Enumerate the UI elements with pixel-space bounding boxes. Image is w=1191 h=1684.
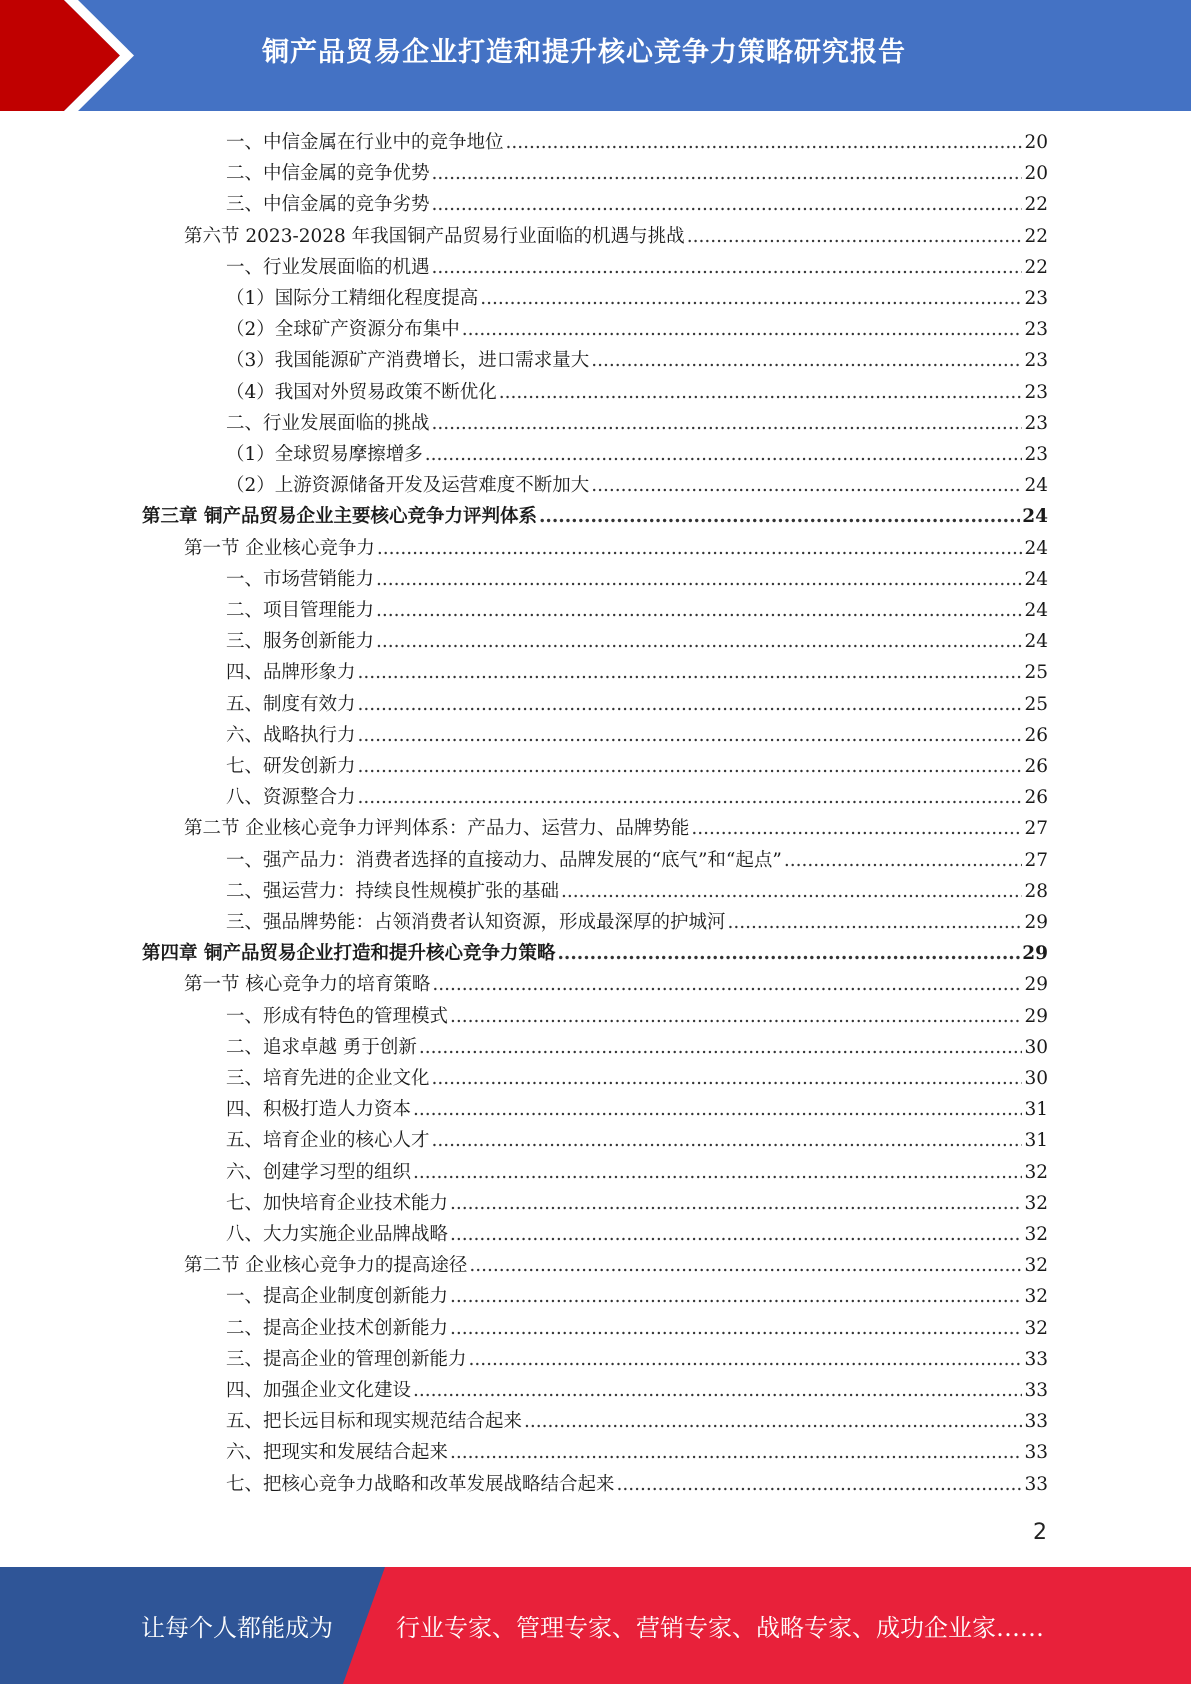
toc-entry-title: 二、提高企业技术创新能力: [226, 1317, 449, 1339]
toc-entry-page: 29: [1024, 1005, 1048, 1027]
toc-entry-title: 第二节 企业核心竞争力的提高途径: [184, 1255, 468, 1277]
toc-leader-dots: [462, 314, 1023, 345]
toc-entry-page: 22: [1024, 194, 1048, 216]
toc-entry-title: 一、形成有特色的管理模式: [226, 1005, 449, 1027]
toc-entry-page: 23: [1024, 412, 1048, 434]
toc-entry[interactable]: [226, 1157, 1048, 1188]
toc-entry-page: 20: [1024, 132, 1048, 153]
toc-entry-page: 24: [1022, 506, 1048, 528]
toc-entry-title: 三、培育先进的企业文化: [226, 1068, 430, 1089]
toc-entry[interactable]: [226, 626, 1048, 657]
toc-entry[interactable]: [226, 314, 1048, 345]
toc-entry[interactable]: [226, 782, 1048, 813]
toc-entry-page: 33: [1024, 1380, 1048, 1401]
toc-entry-title: （1）国际分工精细化程度提高: [226, 288, 479, 309]
toc-entry-title: （2）全球矿产资源分布集中: [226, 319, 460, 341]
toc-entry[interactable]: [226, 252, 1048, 283]
toc-leader-dots: [450, 1437, 1022, 1468]
toc-entry-page: 26: [1024, 787, 1048, 809]
toc-entry-page: 31: [1024, 1099, 1048, 1121]
toc-entry-page: 24: [1024, 600, 1048, 621]
toc-entry-title: 五、培育企业的核心人才: [226, 1130, 430, 1152]
toc-leader-dots: [617, 1469, 1023, 1500]
toc-entry-title: 一、中信金属在行业中的竞争地位: [226, 132, 504, 153]
toc-entry-page: 32: [1024, 1224, 1048, 1245]
toc-entry-page: 23: [1024, 350, 1048, 372]
toc-entry-title: 六、战略执行力: [226, 724, 356, 746]
toc-entry[interactable]: [226, 845, 1048, 876]
toc-leader-dots: [376, 595, 1022, 626]
toc-entry-page: 33: [1024, 1411, 1048, 1433]
toc-entry-page: 29: [1024, 912, 1048, 933]
toc-leader-dots: [432, 1063, 1023, 1094]
toc-leader-dots: [557, 938, 1020, 969]
toc-entry[interactable]: [226, 377, 1048, 408]
toc-entry-page: 23: [1024, 381, 1048, 403]
toc-entry[interactable]: [226, 1344, 1048, 1375]
toc-leader-dots: [450, 1188, 1022, 1219]
toc-entry[interactable]: [226, 1406, 1048, 1437]
toc-leader-dots: [432, 158, 1023, 189]
toc-leader-dots: [413, 1375, 1022, 1406]
toc-entry-page: 30: [1024, 1036, 1048, 1058]
toc-entry-page: 31: [1024, 1130, 1048, 1152]
toc-entry-title: 一、提高企业制度创新能力: [226, 1286, 449, 1308]
toc-leader-dots: [784, 845, 1023, 876]
toc-entry-title: （2）上游资源储备开发及运营难度不断加大: [226, 475, 590, 497]
toc-entry[interactable]: [226, 158, 1048, 189]
toc-entry-page: 23: [1024, 444, 1048, 465]
toc-entry-title: 第一节 企业核心竞争力: [184, 537, 375, 559]
toc-entry[interactable]: [226, 408, 1048, 439]
toc-entry[interactable]: [226, 907, 1048, 938]
toc-leader-dots: [691, 813, 1022, 844]
toc-entry-page: 32: [1024, 1192, 1048, 1214]
toc-leader-dots: [450, 1001, 1022, 1032]
toc-entry-page: 32: [1024, 1317, 1048, 1339]
toc-entry-title: 二、追求卓越 勇于创新: [226, 1036, 417, 1058]
toc-entry[interactable]: [184, 533, 1048, 564]
toc-leader-dots: [591, 470, 1022, 501]
toc-entry-title: 七、加快培育企业技术能力: [226, 1192, 449, 1214]
toc-entry-page: 24: [1024, 537, 1048, 559]
toc-leader-dots: [358, 751, 1023, 782]
toc-entry[interactable]: [226, 657, 1048, 688]
toc-leader-dots: [469, 1250, 1022, 1281]
toc-entry-title: （3）我国能源矿产消费增长，进口需求量大: [226, 350, 590, 372]
toc-leader-dots: [432, 252, 1023, 283]
toc-entry-title: 一、行业发展面临的机遇: [226, 256, 430, 278]
toc-entry-page: 20: [1024, 163, 1048, 185]
toc-entry-title: 第六节 2023-2028 年我国铜产品贸易行业面临的机遇与挑战: [184, 225, 685, 247]
toc-entry[interactable]: [226, 127, 1048, 158]
toc-entry-title: 七、研发创新力: [226, 756, 356, 777]
toc-entry-title: 第三章 铜产品贸易企业主要核心竞争力评判体系: [142, 506, 537, 528]
toc-entry[interactable]: [184, 969, 1048, 1000]
toc-entry-page: 29: [1024, 974, 1048, 996]
toc-leader-dots: [413, 1094, 1022, 1125]
toc-entry[interactable]: [226, 1125, 1048, 1156]
toc-entry-title: 六、把现实和发展结合起来: [226, 1442, 449, 1464]
toc-entry-page: 22: [1024, 256, 1048, 278]
toc-entry[interactable]: [226, 470, 1048, 501]
toc-entry[interactable]: [226, 1032, 1048, 1063]
toc-entry[interactable]: [184, 221, 1048, 252]
toc-entry[interactable]: [184, 1250, 1048, 1281]
toc-entry-title: 四、积极打造人力资本: [226, 1099, 412, 1121]
toc-entry[interactable]: [226, 345, 1048, 376]
toc-leader-dots: [432, 189, 1023, 220]
toc-entry[interactable]: [226, 876, 1048, 907]
toc-entry[interactable]: [226, 1188, 1048, 1219]
toc-leader-dots: [687, 221, 1023, 252]
toc-entry-title: （4）我国对外贸易政策不断优化: [226, 381, 497, 403]
toc-entry-title: 二、行业发展面临的挑战: [226, 412, 430, 434]
toc-entry[interactable]: [226, 1001, 1048, 1032]
toc-leader-dots: [469, 1344, 1023, 1375]
toc-entry[interactable]: [226, 1281, 1048, 1312]
toc-entry-page: 25: [1024, 662, 1048, 684]
toc-leader-dots: [432, 969, 1022, 1000]
toc-entry-title: （1）全球贸易摩擦增多: [226, 444, 423, 465]
toc-leader-dots: [413, 1157, 1022, 1188]
toc-leader-dots: [450, 1219, 1022, 1250]
toc-entry[interactable]: [226, 1094, 1048, 1125]
toc-entry-page: 25: [1024, 693, 1048, 715]
toc-entry-page: 32: [1024, 1286, 1048, 1308]
toc-leader-dots: [425, 439, 1023, 470]
toc-leader-dots: [432, 1125, 1023, 1156]
toc-leader-dots: [376, 564, 1022, 595]
page-footer: [0, 1567, 1191, 1684]
toc-entry-title: 二、强运营力：持续良性规模扩张的基础: [226, 880, 560, 902]
toc-leader-dots: [591, 345, 1022, 376]
toc-entry-page: 23: [1024, 319, 1048, 341]
toc-entry-page: 26: [1024, 756, 1048, 777]
toc-leader-dots: [358, 657, 1023, 688]
toc-leader-dots: [432, 408, 1023, 439]
toc-entry-page: 24: [1024, 631, 1048, 653]
footer-slogan-right: 行业专家、管理专家、营销专家、战略专家、成功企业家……: [396, 1614, 1044, 1642]
toc-entry[interactable]: [226, 1313, 1048, 1344]
toc-entry-page: 29: [1022, 943, 1048, 965]
toc-entry[interactable]: [226, 1063, 1048, 1094]
toc-entry[interactable]: [226, 439, 1048, 470]
toc-entry-title: 第二节 企业核心竞争力评判体系：产品力、运营力、品牌势能: [184, 818, 690, 840]
toc-entry-title: 七、把核心竞争力战略和改革发展战略结合起来: [226, 1473, 615, 1495]
toc-entry-title: 四、品牌形象力: [226, 662, 356, 684]
toc-leader-dots: [377, 533, 1023, 564]
header-chevron-icon: [0, 0, 160, 111]
toc-entry[interactable]: [226, 1469, 1048, 1500]
toc-entry-title: 三、中信金属的竞争劣势: [226, 194, 430, 216]
toc-leader-dots: [358, 782, 1023, 813]
toc-entry-title: 五、制度有效力: [226, 693, 356, 715]
toc-leader-dots: [499, 377, 1023, 408]
toc-entry[interactable]: [226, 189, 1048, 220]
toc-entry-page: 22: [1024, 225, 1048, 247]
toc-entry-title: 三、提高企业的管理创新能力: [226, 1348, 467, 1370]
toc-leader-dots: [358, 689, 1023, 720]
toc-entry[interactable]: [226, 689, 1048, 720]
toc-entry-page: 24: [1024, 475, 1048, 497]
toc-entry-page: 33: [1024, 1442, 1048, 1464]
toc-entry[interactable]: [226, 283, 1048, 314]
toc-entry-title: 二、中信金属的竞争优势: [226, 163, 430, 185]
toc-entry[interactable]: [142, 501, 1048, 532]
toc-entry[interactable]: [226, 1437, 1048, 1468]
toc-entry[interactable]: [226, 595, 1048, 626]
toc-entry-title: 二、项目管理能力: [226, 600, 375, 621]
toc-leader-dots: [506, 127, 1023, 158]
toc-entry-title: 第四章 铜产品贸易企业打造和提升核心竞争力策略: [142, 943, 556, 965]
toc-entry-title: 六、创建学习型的组织: [226, 1161, 412, 1183]
toc-entry[interactable]: [226, 1375, 1048, 1406]
page-header: [0, 0, 1191, 111]
page-number: 2: [1033, 1520, 1047, 1545]
toc-entry-page: 27: [1024, 849, 1048, 871]
toc-entry-title: 四、加强企业文化建设: [226, 1380, 412, 1401]
toc-entry[interactable]: [226, 720, 1048, 751]
report-title: 铜产品贸易企业打造和提升核心竞争力策略研究报告: [262, 37, 906, 68]
toc-entry-page: 24: [1024, 568, 1048, 590]
toc-leader-dots: [358, 720, 1023, 751]
toc-entry-title: 三、服务创新能力: [226, 631, 375, 653]
toc-entry[interactable]: [226, 564, 1048, 595]
toc-leader-dots: [450, 1281, 1022, 1312]
toc-entry-page: 32: [1024, 1255, 1048, 1277]
toc-entry[interactable]: [226, 751, 1048, 782]
toc-leader-dots: [539, 501, 1020, 532]
toc-entry-title: 一、市场营销能力: [226, 568, 375, 590]
toc-entry-page: 27: [1024, 818, 1048, 840]
toc-leader-dots: [419, 1032, 1023, 1063]
toc-entry[interactable]: [142, 938, 1048, 969]
toc-entry-title: 八、大力实施企业品牌战略: [226, 1224, 449, 1245]
toc-entry-page: 33: [1024, 1348, 1048, 1370]
toc-entry-title: 第一节 核心竞争力的培育策略: [184, 974, 431, 996]
toc-entry-title: 八、资源整合力: [226, 787, 356, 809]
toc-leader-dots: [450, 1313, 1022, 1344]
toc-entry-title: 一、强产品力：消费者选择的直接动力、品牌发展的“底气”和“起点”: [226, 849, 782, 871]
toc-entry[interactable]: [226, 1219, 1048, 1250]
toc-entry-page: 28: [1024, 880, 1048, 902]
toc-entry-page: 30: [1024, 1068, 1048, 1089]
toc-entry-page: 26: [1024, 724, 1048, 746]
toc-entry-page: 33: [1024, 1473, 1048, 1495]
toc-leader-dots: [561, 876, 1022, 907]
toc-entry-page: 23: [1024, 288, 1048, 309]
toc-entry[interactable]: [184, 813, 1048, 844]
toc-leader-dots: [480, 283, 1022, 314]
toc-leader-dots: [524, 1406, 1022, 1437]
toc-entry-title: 三、强品牌势能：占领消费者认知资源，形成最深厚的护城河: [226, 912, 726, 933]
toc-entry-page: 32: [1024, 1161, 1048, 1183]
footer-slogan-left: 让每个人都能成为: [141, 1614, 333, 1642]
toc-entry-title: 五、把长远目标和现实规范结合起来: [226, 1411, 523, 1433]
toc-leader-dots: [728, 907, 1023, 938]
toc-leader-dots: [376, 626, 1022, 657]
